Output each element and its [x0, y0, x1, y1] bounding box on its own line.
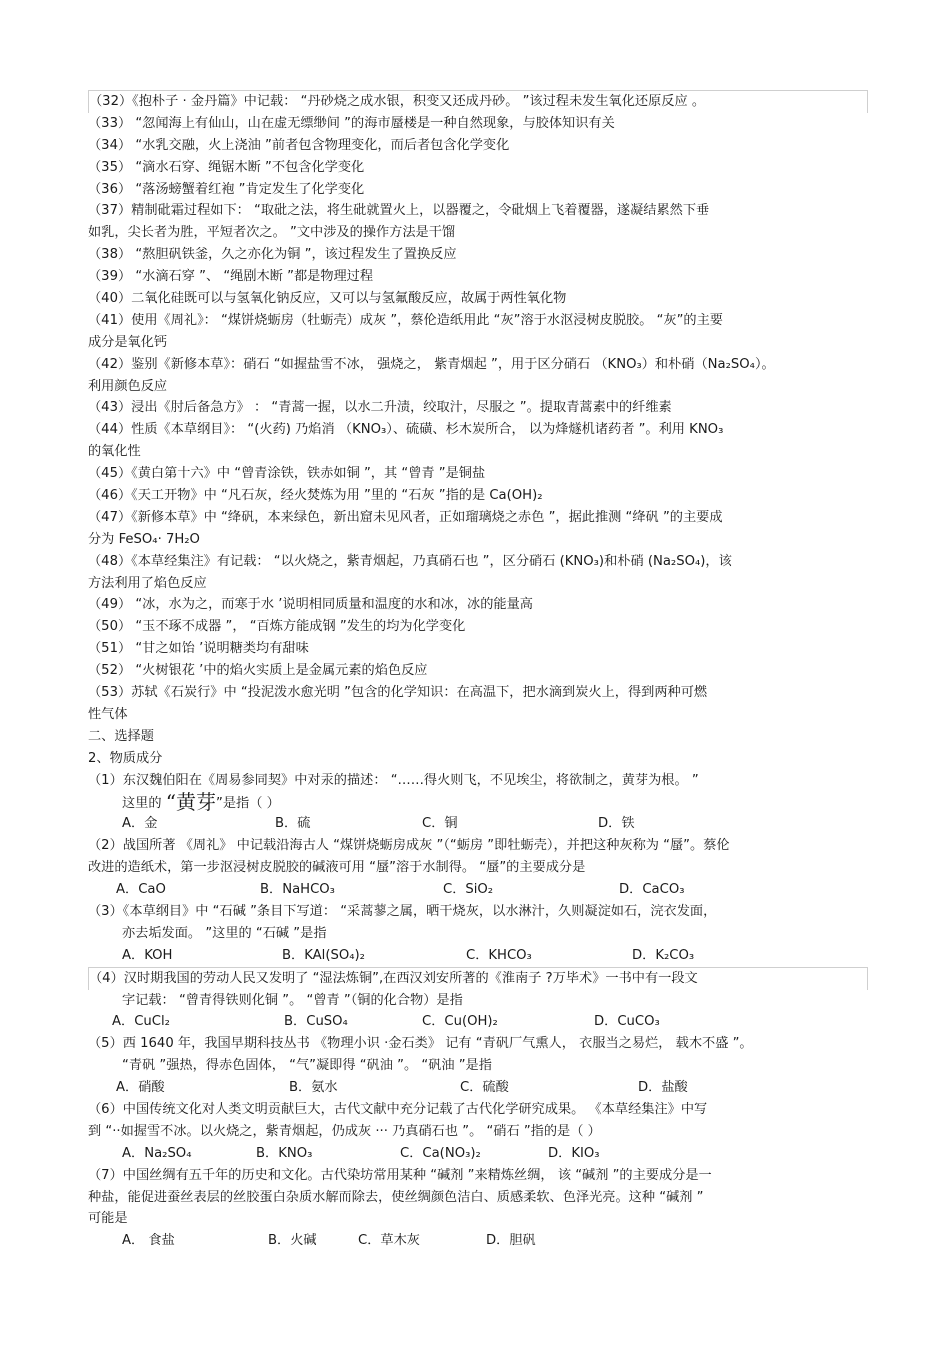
question-1-prefix: 这里的: [122, 795, 166, 811]
question-1-suffix: ”是指（ ）: [216, 795, 280, 811]
statement-line: （44）性质《本草纲目》： “(火药) 乃焰消 （KNO₃）、硫磺、杉木炭所合， 以为烽燧机诸药者 ”。利用 KNO₃: [88, 422, 724, 438]
question-4-stem-continued: 字记载： “曾青得铁则化铜 ”。 “曾青 ”（铜的化合物）是指: [122, 992, 463, 1008]
statement-line: （47）《新修本草》中 “绛矾，本来绿色，新出窟未见风者，正如瑠璃烧之赤色 ”，据此推测 “绛矾 ”的主要成: [88, 509, 723, 525]
question-6-stem-continued: 到 “··如握雪不冰。以火烧之，紫青烟起，仍成灰 ··· 乃真硝石也 ”。 “硝石 ”指的是（ ）: [88, 1123, 601, 1139]
question-3-option-a: A．KOH: [122, 947, 173, 963]
question-7-stem-continued: 种盐，能促进蚕丝表层的丝胶蛋白杂质水解而除去，使丝绸颜色洁白、质感柔软、色泽光亮。这种 “碱剂 ”: [88, 1189, 704, 1205]
question-2-option-a: A．CaO: [116, 882, 166, 898]
statement-line: 利用颜色反应: [88, 378, 168, 394]
question-1-option-a: A．金: [122, 816, 158, 832]
statement-line: 方法利用了焰色反应: [88, 575, 207, 591]
question-6-options: [88, 1143, 868, 1165]
statement-line: （38） “熬胆矾铁釜，久之亦化为铜 ”，该过程发生了置换反应: [88, 247, 457, 263]
question-7-option-c: C．草木灰: [358, 1233, 420, 1249]
statement-line: （42）鉴别《新修本草》：硝石 “如握盐雪不冰， 强烧之， 紫青烟起 ”，用于区分硝石 （KNO₃）和朴硝（Na₂SO₄）。: [88, 356, 775, 372]
statement-list: [88, 90, 868, 726]
question-7-option-d: D．胆矾: [486, 1233, 536, 1249]
statement-line: （40）二氧化硅既可以与氢氧化钠反应，又可以与氢氟酸反应，故属于两性氧化物: [88, 291, 567, 307]
question-5-option-d: D．盐酸: [638, 1080, 688, 1096]
statement-line: （46）《天工开物》中 “凡石灰，经火焚炼为用 ”里的 “石灰 ”指的是 Ca(OH)₂: [88, 488, 543, 504]
question-2-stem: （2）战国所著 《周礼》 中记载沿海古人 “煤饼烧蛎房成灰 ”（“蛎房 ”即牡蛎壳），并把这种灰称为 “蜃”。蔡伦: [88, 838, 730, 854]
question-1-stem: （1）东汉魏伯阳在《周易参同契》中对汞的描述： “……得火则飞，不见埃尘，将欲制之，黄芽为根。 ”: [88, 772, 699, 788]
statement-line: 成分是氧化钙: [88, 334, 168, 350]
statement-line: （53）苏轼《石炭行》中 “投泥泼水愈光明 ”包含的化学知识：在高温下，把水滴到炭火上，得到两种可燃: [88, 685, 708, 701]
statement-line: 分为 FeSO₄· 7H₂O: [88, 531, 200, 547]
statement-line: 的氧化性: [88, 444, 141, 460]
question-2-option-b: B．NaHCO₃: [260, 882, 335, 898]
question-4-stem: （4）汉时期我国的劳动人民又发明了 “湿法炼铜”,在西汉刘安所著的《淮南子 ?万毕术》一书中有一段文: [88, 967, 868, 990]
question-6-option-b: B．KNO₃: [256, 1145, 313, 1161]
question-7-options: [88, 1230, 868, 1252]
statement-line: （35） “滴水石穿、绳锯木断 ”不包含化学变化: [88, 159, 365, 175]
question-3-option-d: D．K₂CO₃: [632, 947, 695, 963]
statement-line: （48）《本草经集注》有记载： “以火烧之，紫青烟起，乃真硝石也 ”，区分硝石 (KNO₃)和朴硝 (Na₂SO₄)，该: [88, 553, 732, 569]
question-5-stem-continued: “青矾 ”强热，得赤色固体， “气”凝即得 “矾油 ”。 “矾油 ”是指: [122, 1058, 492, 1074]
statement-line: （41）使用《周礼》： “煤饼烧蛎房（牡蛎壳）成灰 ”，蔡伦造纸用此 “灰”溶于水沤浸树皮脱胶。 “灰”的主要: [88, 312, 723, 328]
question-4-options: [88, 1011, 868, 1033]
statement-line: （49） “冰，水为之，而寒于水 ’说明相同质量和温度的水和冰，冰的能量高: [88, 597, 533, 613]
question-2-options: [88, 879, 868, 901]
statement-line: （34） “水乳交融，火上浇油 ”前者包含物理变化，而后者包含化学变化: [88, 137, 510, 153]
statement-line: （33） “忽闻海上有仙山，山在虚无缥缈间 ”的海市蜃楼是一种自然现象，与胶体知识有关: [88, 115, 615, 131]
question-1-option-d: D．铁: [598, 816, 635, 832]
statement-line: （43）浸出《肘后备急方》 ： “青蒿一握，以水二升渍，绞取汁，尽服之 ”。提取青蒿素中的纤维素: [88, 400, 672, 416]
question-1-stem-continued: [88, 792, 868, 814]
question-1-option-b: B．硫: [275, 816, 311, 832]
question-7-option-a: A． 食盐: [122, 1233, 175, 1249]
question-4-option-d: D．CuCO₃: [594, 1014, 660, 1030]
question-1-options: [88, 813, 868, 835]
subsection-title: 2、物质成分: [88, 750, 163, 766]
question-6-option-d: D．KIO₃: [548, 1145, 600, 1161]
question-5-option-b: B．氨水: [289, 1080, 338, 1096]
document-page: [88, 90, 868, 1252]
question-5-option-a: A．硝酸: [116, 1080, 165, 1096]
question-2-option-d: D．CaCO₃: [619, 882, 685, 898]
question-4-option-c: C．Cu(OH)₂: [422, 1014, 498, 1030]
question-4-option-a: A．CuCl₂: [112, 1014, 170, 1030]
question-3-option-b: B．KAl(SO₄)₂: [282, 947, 365, 963]
question-2-stem-continued: 改进的造纸术，第一步沤浸树皮脱胶的碱液可用 “蜃”溶于水制得。 “蜃”的主要成分是: [88, 860, 586, 876]
question-3-options: [88, 945, 868, 967]
statement-line: 如乳，尖长者为胜，平短者次之。 ”文中涉及的操作方法是干馏: [88, 225, 456, 241]
statement-line: （37）精制砒霜过程如下： “取砒之法，将生砒就置火上，以器覆之，令砒烟上飞着覆器，遂凝结累然下垂: [88, 203, 710, 219]
section-title: 二、选择题: [88, 728, 154, 744]
question-3-stem: （3）《本草纲目》中 “石碱 ”条目下写道： “采蒿蓼之属，晒干烧灰，以水淋汁，久则凝淀如石，浣衣发面，: [88, 903, 717, 919]
statement-line: （39） “水滴石穿 ”、 “绳剧木断 ”都是物理过程: [88, 269, 374, 285]
question-2-option-c: C．SiO₂: [443, 882, 494, 898]
question-3-stem-continued: 亦去垢发面。 ”这里的 “石碱 ”是指: [122, 925, 327, 941]
statement-line: 性气体: [88, 706, 128, 722]
question-6-stem: （6）中国传统文化对人类文明贡献巨大，古代文献中充分记载了古代化学研究成果。 《本草经集注》中写: [88, 1101, 708, 1117]
question-6-option-c: C．Ca(NO₃)₂: [400, 1145, 481, 1161]
question-7-stem-end: 可能是: [88, 1211, 128, 1227]
statement-line: （36） “落汤螃蟹着红袍 ”肯定发生了化学变化: [88, 181, 365, 197]
question-6-option-a: A．Na₂SO₄: [122, 1145, 192, 1161]
statement-line: （51） “甘之如饴 ’说明糖类均有甜味: [88, 641, 309, 657]
statement-line: （45）《黄白第十六》中 “曾青涂铁，铁赤如铜 ”，其 “曾青 ”是铜盐: [88, 466, 486, 482]
question-1-option-c: C．铜: [422, 816, 458, 832]
question-4-option-b: B．CuSO₄: [284, 1014, 348, 1030]
statement-line: （52） “火树银花 ’中的焰火实质上是金属元素的焰色反应: [88, 663, 428, 679]
question-7-option-b: B．火碱: [268, 1233, 317, 1249]
question-5-option-c: C．硫酸: [460, 1080, 509, 1096]
question-3-option-c: C．KHCO₃: [466, 947, 532, 963]
question-1-highlight: “黄芽: [165, 791, 216, 814]
question-7-stem: （7）中国丝绸有五千年的历史和文化。古代染坊常用某种 “碱剂 ”来精炼丝绸， 该 “碱剂 ”的主要成分是一: [88, 1167, 712, 1183]
statement-line: （50） “玉不琢不成器 ”， “百炼方能成钢 ”发生的均为化学变化: [88, 619, 466, 635]
statement-line: （32）《抱朴子 · 金丹篇》中记载： “丹砂烧之成水银，积变又还成丹砂。 ”该过程未发生氧化还原反应 。: [88, 90, 868, 113]
question-5-stem: （5）西 1640 年，我国早期科技丛书 《物理小识 ·金石类》 记有 “青矾厂气熏人， 衣服当之易烂， 载木不盛 ”。: [88, 1036, 753, 1052]
question-5-options: [88, 1077, 868, 1099]
